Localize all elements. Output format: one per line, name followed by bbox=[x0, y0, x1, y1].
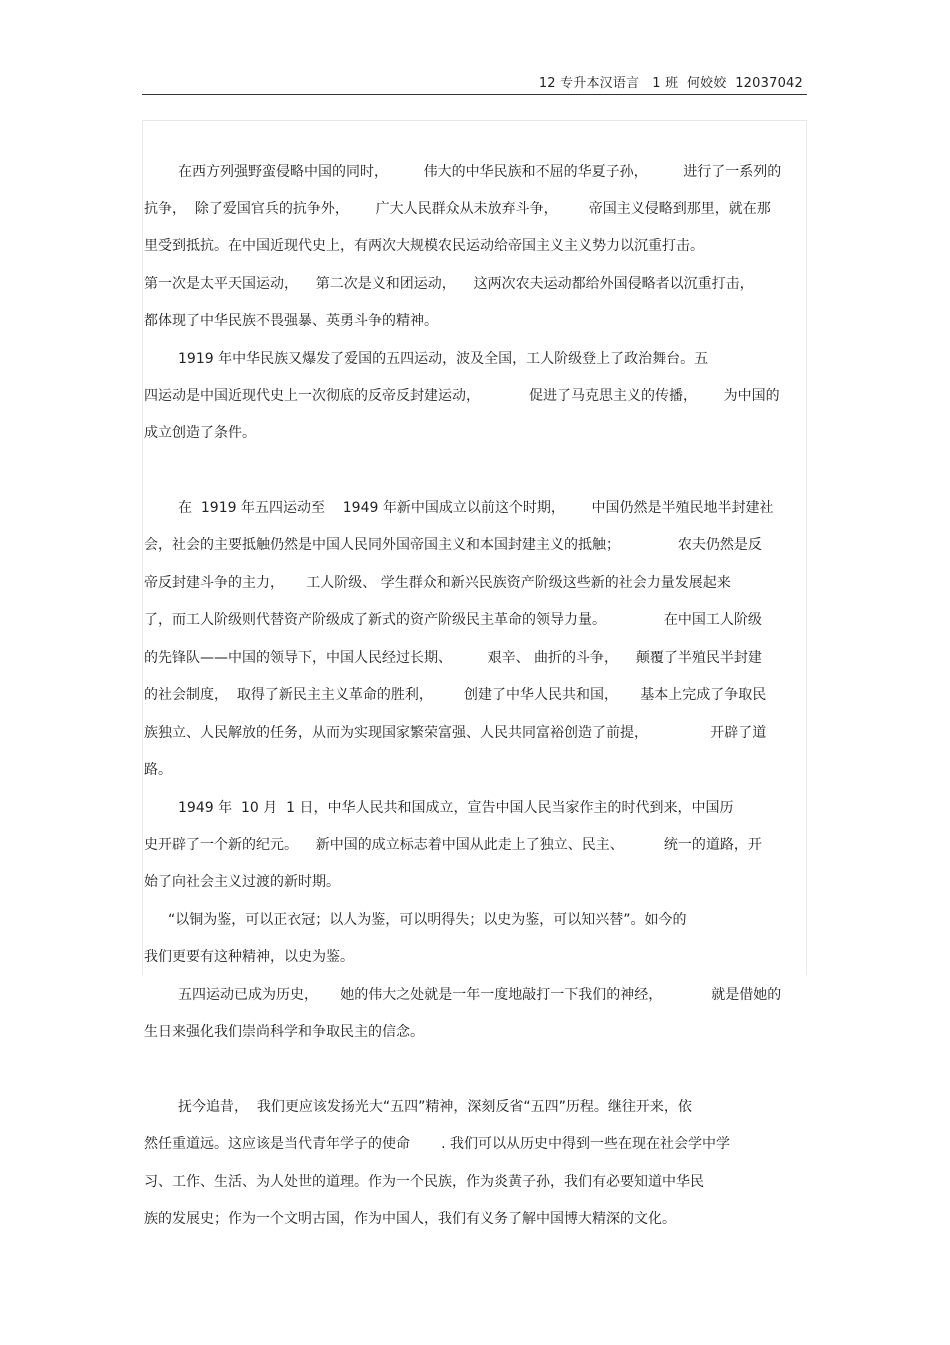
paragraph-1-line-3: 里受到抵抗。在中国近现代史上，有两次大规模农民运动给帝国主义主义势力以沉重打击。 bbox=[144, 238, 704, 254]
paragraph-1-line-1: 在西方列强野蛮侵略中国的同时， 伟大的中华民族和不屈的华夏子孙， 进行了一系列的 bbox=[178, 164, 782, 180]
paragraph-1-line-5: 都体现了中华民族不畏强暴、英勇斗争的精神。 bbox=[144, 313, 438, 329]
paragraph-3-line-5: 的先锋队——中国的领导下，中国人民经过长期、 艰辛、 曲折的斗争， 颠覆了半殖民半封建 bbox=[144, 650, 762, 666]
paragraph-3-line-4: 了，而工人阶级则代替资产阶级成了新式的资产阶级民主革命的领导力量。 在中国工人阶级 bbox=[144, 612, 762, 628]
paragraph-6-line-2: 生日来强化我们崇尚科学和争取民主的信念。 bbox=[144, 1024, 424, 1040]
paragraph-2-line-3: 成立创造了条件。 bbox=[144, 425, 256, 441]
paragraph-7-line-2: 然任重道远。这应该是当代青年学子的使命 . 我们可以从历史中得到一些在现在社会学中学 bbox=[144, 1136, 731, 1152]
paragraph-1-line-2: 抗争， 除了爱国官兵的抗争外， 广大人民群众从未放弃斗争， 帝国主义侵略到那里，就在那 bbox=[144, 201, 771, 217]
paragraph-3-line-6: 的社会制度， 取得了新民主主义革命的胜利， 创建了中华人民共和国， 基本上完成了争取民 bbox=[144, 687, 767, 703]
paragraph-7-line-4: 族的发展史；作为一个文明古国，作为中国人，我们有义务了解中国博大精深的文化。 bbox=[144, 1211, 676, 1227]
paragraph-6-line-1: 五四运动已成为历史， 她的伟大之处就是一年一度地敲打一下我们的神经， 就是借她的 bbox=[178, 987, 782, 1003]
paragraph-1-line-4: 第一次是太平天国运动， 第二次是义和团运动， 这两次农夫运动都给外国侵略者以沉重打击， bbox=[144, 276, 754, 292]
paragraph-3-line-3: 帝反封建斗争的主力， 工人阶级、 学生群众和新兴民族资产阶级这些新的社会力量发展起来 bbox=[144, 575, 731, 591]
paragraph-3-line-8: 路。 bbox=[144, 762, 172, 778]
paragraph-2-line-1: 1919 年中华民族又爆发了爱国的五四运动，波及全国，工人阶级登上了政治舞台。五 bbox=[178, 351, 709, 367]
page-header bbox=[142, 70, 807, 95]
paragraph-7-line-3: 习、工作、生活、为人处世的道理。作为一个民族，作为炎黄子孙，我们有必要知道中华民 bbox=[144, 1174, 704, 1190]
paragraph-2-line-2: 四运动是中国近现代史上一次彻底的反帝反封建运动， 促进了马克思主义的传播， 为中国的 bbox=[144, 388, 780, 404]
paragraph-4-line-3: 始了向社会主义过渡的新时期。 bbox=[144, 874, 340, 890]
paragraph-3-line-2: 会，社会的主要抵触仍然是中国人民同外国帝国主义和本国封建主义的抵触； 农夫仍然是反 bbox=[144, 537, 762, 553]
paragraph-5-line-1: “以铜为鉴，可以正衣冠；以人为鉴，可以明得失；以史为鉴，可以知兴替”。如今的 bbox=[168, 912, 687, 928]
paragraph-4-line-2: 史开辟了一个新的纪元。 新中国的成立标志着中国从此走上了独立、民主、 统一的道路，开 bbox=[144, 837, 762, 853]
paragraph-7-line-1: 抚今追昔， 我们更应该发扬光大“五四”精神，深刻反省“五四”历程。继往开来，依 bbox=[178, 1099, 692, 1115]
paragraph-3-line-1: 在 1919 年五四运动至 1949 年新中国成立以前这个时期， 中国仍然是半殖民地半封建社 bbox=[178, 500, 774, 516]
paragraph-3-line-7: 族独立、人民解放的任务，从而为实现国家繁荣富强、人民共同富裕创造了前提， 开辟了道 bbox=[144, 725, 767, 741]
header-author-info: 12 专升本汉语言 1 班 何姣姣 12037042 bbox=[538, 76, 803, 91]
paragraph-4-line-1: 1949 年 10 月 1 日，中华人民共和国成立，宣告中国人民当家作主的时代到来，中国历 bbox=[178, 800, 734, 816]
paragraph-5-line-2: 我们更要有这种精神，以史为鉴。 bbox=[144, 949, 354, 965]
